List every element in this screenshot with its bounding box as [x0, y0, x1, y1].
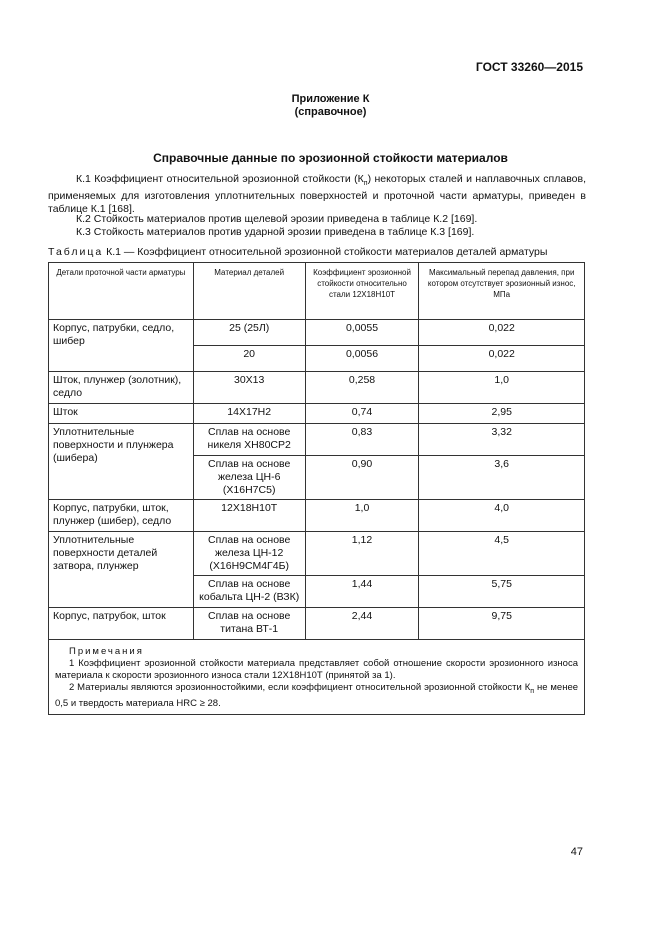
note-1: 1 Коэффициент эрозионной стойкости материала представляет собой отношение скорости эрозионного износа материала к скорости эрозионного износа стали 12Х18Н10Т (принятой за 1). [55, 658, 578, 681]
cell-coef: 1,44 [305, 576, 419, 608]
cell-pressure: 0,022 [419, 320, 585, 346]
cell-material: 12Х18Н10Т [193, 500, 305, 532]
cell-pressure: 2,95 [419, 404, 585, 424]
table-row [49, 532, 585, 576]
page-number: 47 [570, 846, 583, 858]
cell-coef: 0,0056 [305, 346, 419, 372]
table-notes [49, 640, 585, 715]
cell-part: Корпус, патрубки, шток, плунжер (шибер), седло [49, 500, 194, 532]
cell-coef: 1,12 [305, 532, 419, 576]
cell-coef: 1,0 [305, 500, 419, 532]
cell-pressure: 9,75 [419, 608, 585, 640]
cell-part: Уплотнительные поверхности деталей затвора, плунжер [49, 532, 194, 608]
cell-coef: 0,258 [305, 372, 419, 404]
notes-heading: Примечания [69, 646, 144, 657]
cell-material: 25 (25Л) [193, 320, 305, 346]
cell-pressure: 3,6 [419, 456, 585, 500]
cell-coef: 0,0055 [305, 320, 419, 346]
table-notes-row [49, 640, 585, 715]
cell-material: Сплав на основе железа ЦН-6 (Х16Н7С5) [193, 456, 305, 500]
table-caption: Таблица К.1 — Коэффициент относительной эрозионной стойкости материалов деталей арматуры [48, 246, 548, 258]
cell-material: Сплав на основе никеля ХН80СР2 [193, 424, 305, 456]
cell-material: 20 [193, 346, 305, 372]
table-header-row [49, 263, 585, 320]
table-row [49, 320, 585, 346]
cell-coef: 0,74 [305, 404, 419, 424]
cell-pressure: 0,022 [419, 346, 585, 372]
cell-pressure: 5,75 [419, 576, 585, 608]
table-row [49, 424, 585, 456]
paragraph-k2: К.2 Стойкость материалов против щелевой эрозии приведена в таблице К.2 [169]. [76, 213, 478, 225]
header-material: Материал деталей [193, 263, 305, 320]
cell-material: Сплав на основе кобальта ЦН-2 (ВЗК) [193, 576, 305, 608]
section-title: Справочные данные по эрозионной стойкости материалов [153, 151, 508, 165]
cell-material: Сплав на основе железа ЦН-12 (Х16Н9СМ4Г4Б) [193, 532, 305, 576]
header-coef: Коэффициент эрозионной стойкости относительно стали 12Х18Н10Т [305, 263, 419, 320]
note-2: 2 Материалы являются эрозионностойкими, если коэффициент относительной эрозионной стойкости $К_п$ не менее 0,5 и твердость материала HRC ≥ 28. [55, 682, 579, 709]
cell-pressure: 1,0 [419, 372, 585, 404]
appendix-title: Приложение К [291, 93, 370, 105]
cell-part: Шток, плунжер (золотник), седло [49, 372, 194, 404]
cell-part: Шток [49, 404, 194, 424]
paragraph-k3: К.3 Стойкость материалов против ударной эрозии приведена в таблице К.3 [169]. [76, 226, 475, 238]
header-part: Детали проточной части арматуры [49, 263, 194, 320]
cell-material: Сплав на основе титана ВТ-1 [193, 608, 305, 640]
table-row [49, 500, 585, 532]
cell-part: Уплотнительные поверхности и плунжера (шибера) [49, 424, 194, 500]
cell-pressure: 3,32 [419, 424, 585, 456]
cell-material: 14Х17Н2 [193, 404, 305, 424]
table-row [49, 372, 585, 404]
standard-number: ГОСТ 33260—2015 [475, 60, 583, 74]
table-row [49, 608, 585, 640]
cell-pressure: 4,5 [419, 532, 585, 576]
erosion-table [48, 262, 585, 715]
cell-part: Корпус, патрубок, шток [49, 608, 194, 640]
cell-pressure: 4,0 [419, 500, 585, 532]
cell-material: 30Х13 [193, 372, 305, 404]
cell-coef: 0,83 [305, 424, 419, 456]
appendix-subtitle: (справочное) [294, 106, 367, 118]
cell-coef: 2,44 [305, 608, 419, 640]
cell-coef: 0,90 [305, 456, 419, 500]
table-row [49, 404, 585, 424]
header-pressure: Максимальный перепад давления, при котором отсутствует эрозионный износ, МПа [419, 263, 585, 320]
paragraph-k1: К.1 Коэффициент относительной эрозионной стойкости $(К_п)$ некоторых сталей и наплавочных сплавов, применяемых для изготовления уплотнительных поверхностей и проточной части арматуры, приведен в таблице К.1 [168]. [48, 173, 586, 216]
cell-part: Корпус, патрубки, седло, шибер [49, 320, 194, 372]
